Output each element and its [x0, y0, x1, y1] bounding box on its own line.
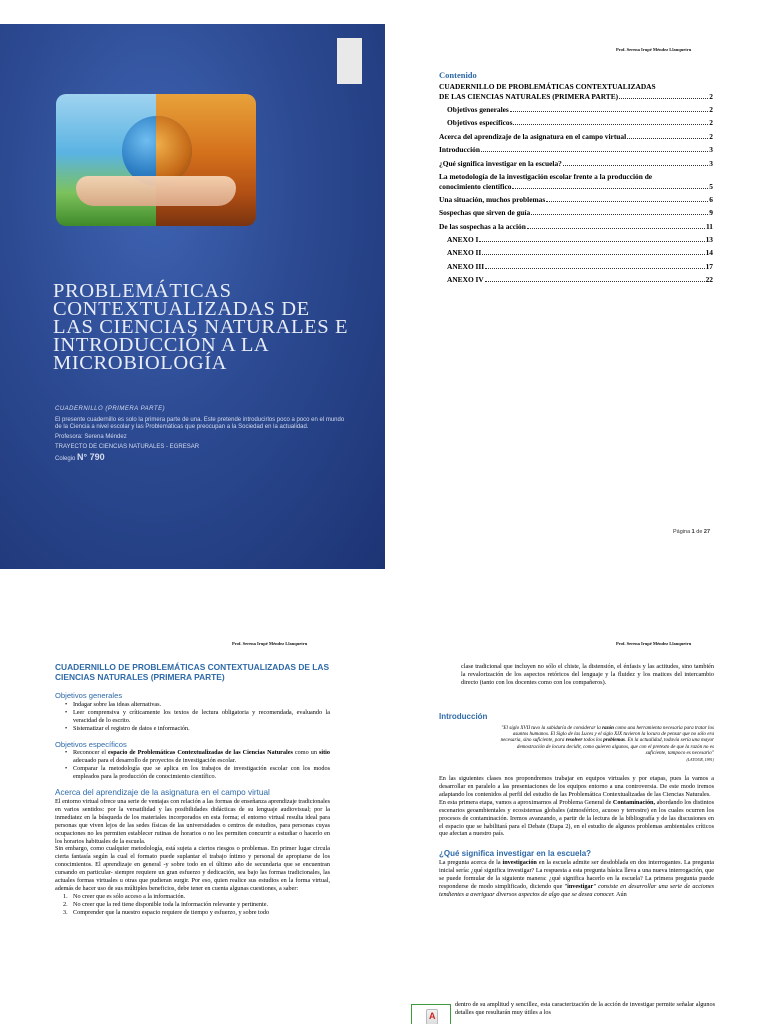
- toc-entry[interactable]: ANEXO IV 22: [447, 275, 713, 285]
- list-item: • Reconocer el espacio de Problemáticas Contextualizadas de las Ciencias Naturales como un sitio adecuado para el desarrollo de proyectos de investigación escolar.: [73, 749, 330, 765]
- cover-title: PROBLEMÁTICAS CONTEXTUALIZADAS DE LAS CIENCIAS NATURALES E INTRODUCCIÓN A LA MICROBIOLOGÍA: [53, 280, 349, 374]
- cover-image: [56, 94, 256, 226]
- objectives-general-list: [55, 701, 330, 733]
- toc-entry[interactable]: Introducción 3: [439, 145, 713, 155]
- toc-entry[interactable]: La metodología de la investigación escolar frente a la producción de conocimiento científico 5: [439, 171, 713, 191]
- page-header-author: Prof. Serena Irupé Méndez Llanquetru: [232, 641, 308, 646]
- paragraph: El entorno virtual ofrece una serie de ventajas con relación a las formas de enseñanza aprendizaje tradicionales en varios sentidos: por la versatilidad y las posibilidades didácticas de su lenguaje audiovisual; por la inmediatez en la búsqueda de los materiales incorporados en esta forma; el entorno virtual resulta ideal para personas que viven lejos de las sedes físicas de las universidades o centros de estudios, para personas cuyas ocupaciones no les permiten establecer rutinas de horarios o no les permiten concurrir a estudiar o hacerlo en los horarios habituales de la escuela.: [55, 797, 330, 845]
- paragraph: dentro de su amplitud y sencillez, esta caracterización de la acción de investigar permite señalar algunos detalles que resultarán muy útiles a los: [455, 1001, 715, 1016]
- toc-entry[interactable]: De las sospechas a la acción 11: [439, 221, 713, 231]
- paragraph: Sin embargo, como cualquier metodología, está sujeta a ciertos riesgos o problemas. En primer lugar circula cierta fantasía según la cual el formato puede suplantar el trabajo íntimo y personal de apropiarse de los conocimientos. El aprendizaje en general -y sobre todo en el último año de secundaria que se encuentran cursando en particular- siempre requiere un gran esfuerzo y dedicación, sea bajo las formas tradicionales, las actuales formas virtuales u otras que pudieran surgir. Por eso, quien realice sus estudios en la forma virtual, además de hacer uso de sus múltiples beneficios, debe tener en cuenta algunas cuestiones, a saber:: [55, 845, 330, 892]
- page-header-author: Prof. Serena Irupé Méndez Llanquetru: [616, 641, 692, 646]
- list-item: 2. No creer que la red tiene disponible toda la información relevante y pertinente.: [63, 900, 268, 908]
- paragraph: La pregunta acerca de la investigación en la escuela admite ser desdoblada en dos interrogantes. La pregunta inicial sería: ¿qué significa investigar? La respuesta a esta pregunta básica lleva a una nueva interrogación, que se puede formular de la siguiente manera: ¿qué significa hacerlo en la escuela? La primera pregunta puede responderse de modo simplificado, diciendo que "investigar" consiste en desarrollar una serie de acciones tendientes a averiguar diversos aspectos de algo que se desea conocer. Aún: [439, 859, 714, 898]
- numbered-list: [55, 893, 330, 917]
- page-header-author: Prof. Serena Irupé Méndez Llanquetru: [616, 47, 692, 52]
- hands-icon: [76, 176, 236, 206]
- objectives-specific-list: [55, 749, 330, 781]
- toc-entry[interactable]: ANEXO II 14: [447, 248, 713, 258]
- list-item: • Indagar sobre las ideas alternativas.: [73, 701, 330, 709]
- toc-entry[interactable]: Una situación, muchos problemas 6: [439, 194, 713, 204]
- cover-subtitle: CUADERNILLO (PRIMERA PARTE): [55, 406, 166, 412]
- table-of-contents: [439, 70, 713, 289]
- section-heading: Objetivos específicos: [55, 739, 127, 749]
- cover-details: [55, 406, 345, 466]
- toc-entry[interactable]: ANEXO I 13: [447, 235, 713, 245]
- colegio-number: N° 790: [77, 452, 105, 462]
- paragraph: En esta primera etapa, vamos a aproximarnos al Problema General de Contaminación, abordando los distintos escenarios geoambientales y ecosistemas globales (atmosférico, acuoso y terrestre) en los cuales ocurren los procesos de contaminación. Iremos avanzando, a partir de la lectura de la bibliografía y de las discusiones en el espacio que se habilitará para el Debate (Etapa 2), en el estudio de algunos problemas ambientales críticos que afectan a nuestro país.: [439, 798, 714, 838]
- quote-source: (LATOUR, 1991): [686, 756, 714, 762]
- toc-entry[interactable]: Sospechas que sirven de guía 9: [439, 208, 713, 218]
- page-2-left: [55, 662, 330, 917]
- list-item: • Sistematizar el registro de datos e información.: [73, 725, 330, 733]
- cover-trajectory: TRAYECTO DE CIENCIAS NATURALES - EGRESAR: [55, 444, 200, 450]
- colegio-label: Colegio: [55, 456, 76, 462]
- list-item: 1. No creer que es sólo acceso a la información.: [63, 892, 186, 900]
- toc-entry[interactable]: ¿Qué significa investigar en la escuela? 3: [439, 158, 713, 168]
- toc-entry[interactable]: ANEXO III 17: [447, 261, 713, 271]
- list-item: 3. Comprender que la nuestro espacio requiere de tiempo y esfuerzo, y sobre todo: [63, 908, 270, 916]
- cover-description: El presente cuadernillo es solo la primera parte de una. Este pretende introducirlos poco a poco en el mundo de la Ciencia a nivel escolar y las Problemáticas que preocupan a la Sociedad en la actualidad.: [55, 417, 345, 430]
- cover-teacher: Profesora: Serena Méndez: [55, 434, 127, 440]
- toc-title: Contenido: [439, 70, 477, 80]
- page-3-right: [439, 663, 714, 899]
- quote: "El siglo XVII tuvo la sabiduría de considerar la razón como una herramienta necesaria para tratar los asuntos humanos. El Siglo de las Luces y el siglo XIX tuvieron la locura de pensar que no sólo era necesaria, sino suficiente, para resolver todos los problemas. En la actualidad, todavía sería una mayor demostración de locura decidir, como quieren algunos, que con el pretexto de que la razón no es suficiente, tampoco es necesario" (LATOUR, 1991): [500, 724, 714, 762]
- cover-colegio: [55, 454, 345, 463]
- section-heading: ¿Qué significa investigar en la escuela?: [439, 849, 592, 859]
- toc-entry[interactable]: Objetivos específicos 2: [447, 118, 713, 128]
- document-icon: [411, 1004, 451, 1024]
- toc-entry[interactable]: CUADERNILLO DE PROBLEMÁTICAS CONTEXTUALIZADAS DE LAS CIENCIAS NATURALES (PRIMERA PARTE) 2: [439, 82, 713, 101]
- page-number: Página 1 de 27: [673, 529, 711, 535]
- document-title: CUADERNILLO DE PROBLEMÁTICAS CONTEXTUALIZADAS DE LAS CIENCIAS NATURALES (PRIMERA PARTE): [55, 662, 330, 682]
- list-item: • Comparar la metodología que se aplica en los trabajos de investigación escolar con los modos empleados para la producción de conocimiento científico.: [73, 765, 330, 781]
- list-item: • Leer comprensiva y críticamente los textos de lectura obligatoria y recomendada, evaluando la veracidad de lo escrito.: [73, 709, 330, 725]
- cover-accent-bar: [337, 38, 362, 84]
- section-heading: Introducción: [439, 711, 488, 721]
- paragraph: En las siguientes clases nos propondremos trabajar en equipos virtuales y por etapas, pues la vamos a desarrollar en paralelo a las presentaciones de los equipos entorno a una controversia. De este modo iremos adaptando los contenidos al perfil del estudio de las Problemática Contextualizadas de las Ciencias Naturales.: [439, 775, 714, 798]
- section-heading: Acerca del aprendizaje de la asignatura en el campo virtual: [55, 788, 270, 798]
- toc-entry[interactable]: Acerca del aprendizaje de la asignatura en el campo virtual 2: [439, 131, 713, 141]
- toc-entry[interactable]: Objetivos generales 2: [447, 104, 713, 114]
- paragraph: clase tradicional que incluyen no sólo el chiste, la distensión, el énfasis y las actitudes, sino también la revalorización de los aspectos retóricos del lenguaje y la fluidez y los matices del intercambio directo (tanto con los docentes como con los compañeros).: [461, 663, 714, 686]
- section-heading: Objetivos generales: [55, 691, 123, 700]
- cover-page: [0, 24, 385, 569]
